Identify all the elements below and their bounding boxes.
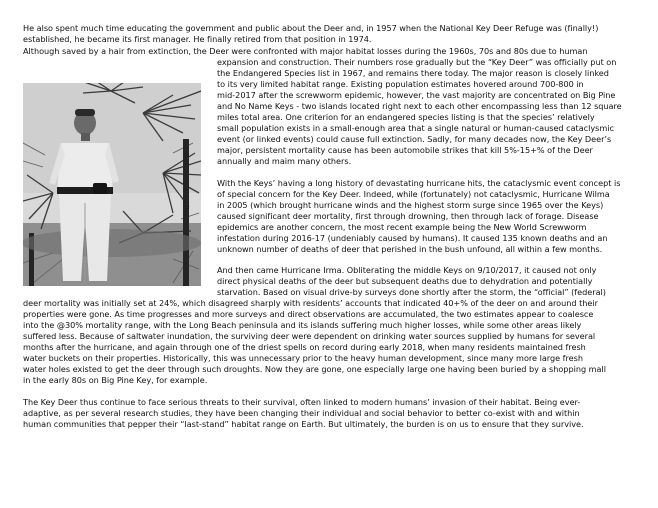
paragraph-line: to its very limited habitat range. Existing population estimates hovered around 700-800 in <box>217 79 584 89</box>
paragraph-line: annually and maim many others. <box>217 156 352 166</box>
paragraph-line: into the @30% mortality range, with the Long Beach peninsula and its islands suffering much higher losses, while some other areas likely <box>23 320 582 330</box>
paragraph-line: water holes existed to get the deer through such droughts. Now they are gone, one especially large one having been buried by a shopping mall <box>23 364 606 374</box>
paragraph-line: unknown number of deaths of deer that perished in the bush unfound, all within a few months. <box>217 244 603 254</box>
paragraph-line: caused significant deer mortality, first through drowning, then through lack of forage. Disease <box>217 211 599 221</box>
paragraph-line: human communities that pepper their “last-stand” habitat range on Earth. But ultimately, the burden is on us to ensure that they survive. <box>23 419 584 429</box>
paragraph-line: the Endangered Species list in 1967, and remains there today. The major reason is closely linked <box>217 68 609 78</box>
paragraph-line: With the Keys’ having a long history of devastating hurricane hits, the cataclysmic event concept is <box>217 178 621 188</box>
paragraph-line: miles total area. One criterion for an endangered species listing is that the species’ relatively <box>217 112 595 122</box>
paragraph-line: suffered less. Because of saltwater inundation, the surviving deer were dependent on drinking water sources supplied by humans for several <box>23 331 596 341</box>
paragraph-line: water buckets on their properties. Historically, this was unnecessary prior to the heavy human development, since many more large fresh <box>23 353 583 363</box>
paragraph-line: in the early 80s on Big Pine Key, for example. <box>23 375 208 385</box>
paragraph-line: of special concern for the Key Deer. Indeed, while (fortunately) not cataclysmic, Hurricane Wilma <box>217 189 610 199</box>
paragraph-line: small population exists in a small-enough area that a single natural or human-caused cataclysmic <box>217 123 614 133</box>
paragraph-line: adaptive, as per several research studies, they have been changing their individual and social behavior to better co-exist with and within <box>23 408 580 418</box>
paragraph-line: deer mortality was initially set at 24%, which disagreed sharply with residents’ accounts that indicated 40+% of the deer on and around their <box>23 298 598 308</box>
paragraph-line: properties were gone. As time progresses and more surveys and direct observations are accumulated, the two estimates appear to coalesce <box>23 309 594 319</box>
paragraph-line: expansion and construction. Their numbers rose gradually but the “Key Deer” was officially put on <box>217 57 617 67</box>
paragraph-line: Although saved by a hair from extinction, the Deer were confronted with major habitat losses during the 1960s, 70s and 80s due to human <box>23 46 588 56</box>
paragraph-line: epidemics are another concern, the most recent example being the New World Screwworm <box>217 222 587 232</box>
paragraph-line: starvation. Based on visual drive-by surveys done shortly after the storm, the “official” (federal) <box>217 287 606 297</box>
historical-photo <box>23 83 201 286</box>
paragraph-line: direct physical deaths of the deer but subsequent deaths due to dehydration and potentially <box>217 276 593 286</box>
paragraph-line: And then came Hurricane Irma. Obliterating the middle Keys on 9/10/2017, it caused not only <box>217 265 597 275</box>
paragraph-line: event (or linked events) could cause full extinction. Sadly, for many decades now, the Key Deer’s <box>217 134 612 144</box>
paragraph-line: months after the hurricane, and again through one of the driest spells on record during early 2018, when many residents maintained fresh <box>23 342 586 352</box>
paragraph-line: in 2005 (which brought hurricane winds and the highest storm surge since 1965 over the Keys) <box>217 200 604 210</box>
paragraph-line: and No Name Keys - two islands located right next to each other encompassing less than 12 square <box>217 101 622 111</box>
paragraph-line: major, persistent mortality cause has been automobile strikes that kill 5%-15+% of the Deer <box>217 145 593 155</box>
paragraph-line: infestation during 2016-17 (undeniably caused by humans). It caused 135 known deaths and an <box>217 233 608 243</box>
intro-line: He also spent much time educating the government and public about the Deer and, in 1957 when the National Key Deer Refuge was (finally!) <box>23 23 599 33</box>
paragraph-line: mid-2017 after the screwworm epidemic, however, the vast majority are concentrated on Big Pine <box>217 90 616 100</box>
photo-man-with-palms <box>23 83 201 286</box>
intro-line: established, he became its first manager. He finally retired from that position in 1974. <box>23 34 372 44</box>
paragraph-line: The Key Deer thus continue to face serious threats to their survival, often linked to modern humans’ invasion of their habitat. Being ever- <box>23 397 581 407</box>
